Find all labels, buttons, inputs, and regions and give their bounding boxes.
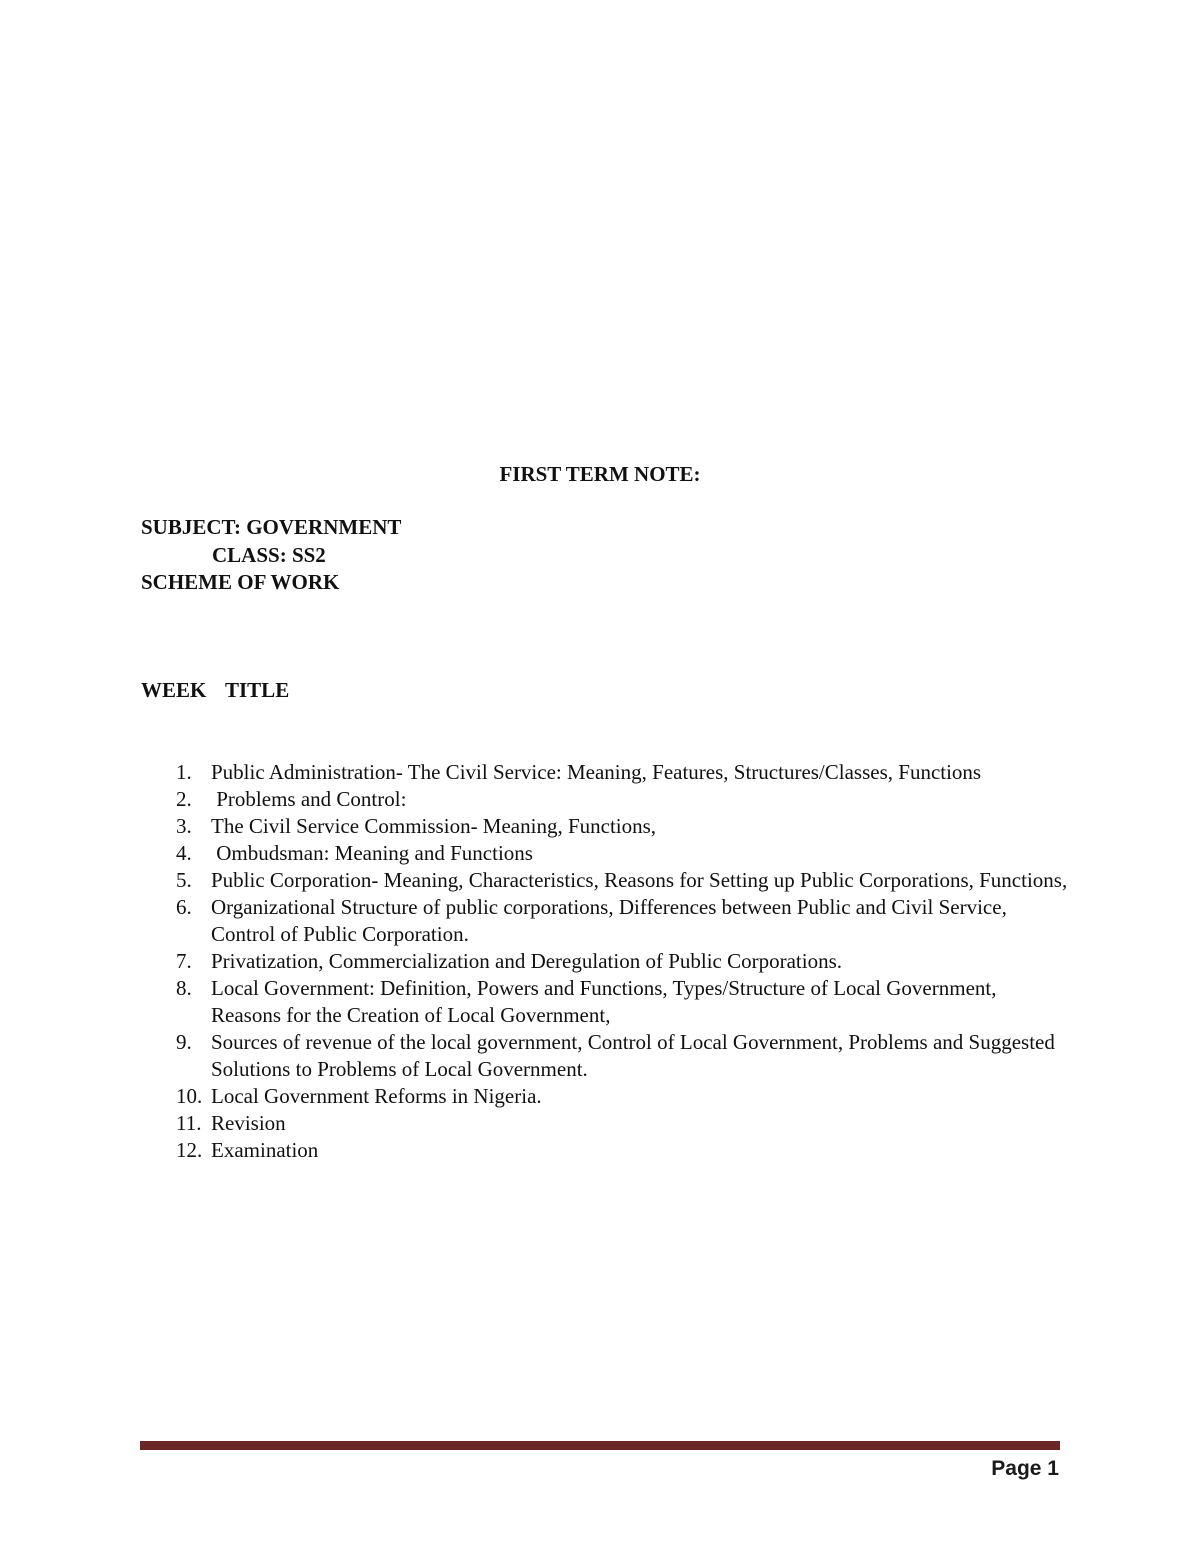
header-week: WEEK [141,678,207,702]
list-item [141,1110,1071,1137]
week-title: Sources of revenue of the local government, Control of Local Government, Problems and Suggested Solutions to Problems of Local Government. [211,1030,1055,1081]
week-title: Examination [211,1138,319,1162]
week-title: Local Government Reforms in Nigeria. [211,1084,542,1108]
week-title: Public Corporation- Meaning, Characteristics, Reasons for Setting up Public Corporations, Functions, [211,868,1068,892]
list-item [141,840,1071,867]
list-item [141,1029,1071,1083]
list-item [141,813,1071,840]
week-number: 5. [176,868,192,892]
week-number: 10. [176,1084,203,1108]
document-title: FIRST TERM NOTE: [499,462,701,486]
week-number: 7. [176,949,192,973]
week-table-header [141,676,289,704]
list-item [141,759,1071,786]
list-item [141,867,1071,894]
list-item [141,948,1071,975]
list-item [141,1083,1071,1110]
list-item [141,894,1071,948]
footer-rule [140,1441,1060,1450]
week-number: 8. [176,976,192,1000]
week-title: Revision [211,1111,286,1135]
week-title: Ombudsman: Meaning and Functions [211,841,533,865]
week-title: Problems and Control: [211,787,407,811]
scheme-line: SCHEME OF WORK [141,570,340,594]
week-title: Public Administration- The Civil Service: Meaning, Features, Structures/Classes, Functions [211,760,982,784]
week-number: 3. [176,814,192,838]
week-number: 6. [176,895,192,919]
list-item [141,786,1071,813]
week-title: Privatization, Commercialization and Deregulation of Public Corporations. [211,949,843,973]
week-title: Organizational Structure of public corporations, Differences between Public and Civil Service, Control of Public Corporation. [211,895,1007,946]
subject-line: SUBJECT: GOVERNMENT [141,515,402,539]
week-number: 9. [176,1030,192,1054]
week-number: 1. [176,760,192,784]
header-title: TITLE [225,678,290,702]
document-meta [141,514,401,597]
week-title: The Civil Service Commission- Meaning, Functions, [211,814,657,838]
week-title: Local Government: Definition, Powers and Functions, Types/Structure of Local Government, Reasons for the Creation of Local Government, [211,976,997,1027]
week-number: 4. [176,841,192,865]
week-number: 12. [176,1138,203,1162]
week-list [141,759,1071,1164]
class-line: CLASS: SS2 [212,542,326,567]
page-number: Page 1 [991,1457,1059,1480]
week-number: 2. [176,787,192,811]
week-number: 11. [176,1111,202,1135]
list-item [141,1137,1071,1164]
list-item [141,975,1071,1029]
